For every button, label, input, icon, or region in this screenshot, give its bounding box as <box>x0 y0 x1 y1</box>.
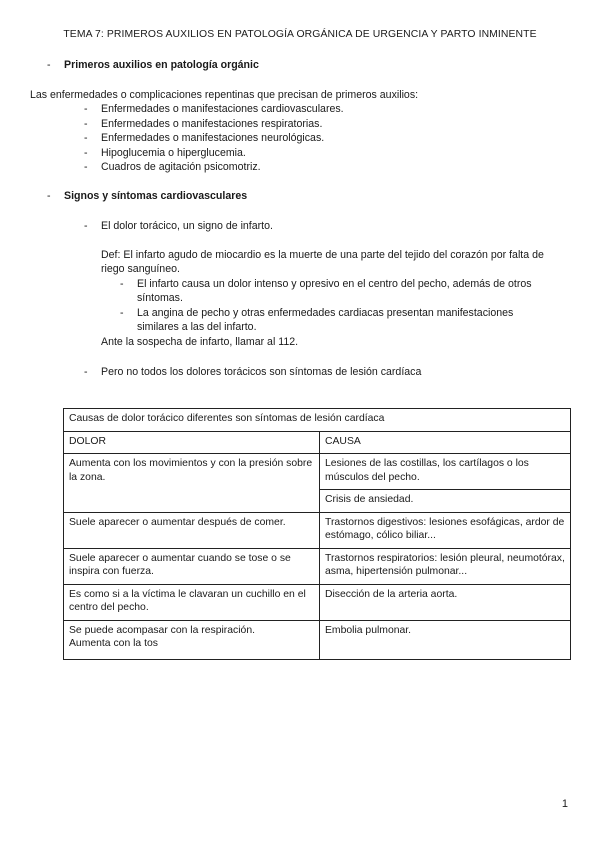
table-cell-causa: Embolia pulmonar. <box>320 620 571 659</box>
dash-bullet: - <box>84 220 88 232</box>
list-item-text: Enfermedades o manifestaciones respiratorias. <box>101 118 323 130</box>
table-cell-dolor: Es como si a la víctima le clavaran un cuchillo en el centro del pecho. <box>64 584 320 620</box>
table-row <box>64 584 571 620</box>
dash-bullet: - <box>84 366 88 378</box>
sub-list-item-text: La angina de pecho y otras enfermedades cardiacas presentan manifestaciones <box>137 307 514 319</box>
table-cell-dolor-line: Se puede acompasar con la respiración. <box>69 624 255 636</box>
table-cell-dolor-line: Aumenta con la tos <box>69 638 158 649</box>
dash-bullet: - <box>84 132 88 144</box>
sub-list-item-text: El infarto causa un dolor intenso y opresivo en el centro del pecho, además de otros <box>137 278 532 290</box>
table-row <box>64 548 571 584</box>
column-header-causa: CAUSA <box>320 431 571 454</box>
section2-heading: Signos y síntomas cardiovasculares <box>64 190 248 202</box>
list-item-text: Hipoglucemia o hiperglucemia. <box>101 147 246 159</box>
table-cell-causa: Disección de la arteria aorta. <box>320 584 571 620</box>
table-cell-causa: Crisis de ansiedad. <box>320 490 571 513</box>
dash-bullet: - <box>84 103 88 115</box>
call-112-text: Ante la sospecha de infarto, llamar al 112. <box>101 336 299 348</box>
list-item-text: El dolor torácico, un signo de infarto. <box>101 220 273 232</box>
section1-intro: Las enfermedades o complicaciones repentinas que precisan de primeros auxilios: <box>30 89 419 101</box>
definition-line: riego sanguíneo. <box>101 263 180 275</box>
table-row <box>64 454 571 490</box>
page-title: TEMA 7: PRIMEROS AUXILIOS EN PATOLOGÍA ORGÁNICA DE URGENCIA Y PARTO INMINENTE <box>63 29 537 40</box>
dash-bullet: - <box>84 118 88 130</box>
definition-line: Def: El infarto agudo de miocardio es la muerte de una parte del tejido del corazón por falta de <box>101 249 544 261</box>
table-row <box>64 620 571 659</box>
table-cell-dolor: Suele aparecer o aumentar cuando se tose o se inspira con fuerza. <box>64 548 320 584</box>
list-item-text: Enfermedades o manifestaciones cardiovasculares. <box>101 103 344 115</box>
table-cell-dolor <box>64 620 320 659</box>
section1-heading: Primeros auxilios en patología orgánic <box>64 59 259 71</box>
list-item-text: Cuadros de agitación psicomotriz. <box>101 161 261 173</box>
dash-bullet: - <box>84 147 88 159</box>
dash-bullet: - <box>47 190 51 202</box>
table-header-row <box>64 431 571 454</box>
table-cell-causa: Trastornos respiratorios: lesión pleural, neumotórax, asma, hipertensión pulmonar... <box>320 548 571 584</box>
dash-bullet: - <box>47 59 51 71</box>
table-cell-dolor: Suele aparecer o aumentar después de comer. <box>64 512 320 548</box>
table-cell-causa: Lesiones de las costillas, los cartílagos o los músculos del pecho. <box>320 454 571 490</box>
table-row <box>64 512 571 548</box>
page-number: 1 <box>561 798 568 810</box>
chest-pain-causes-table <box>63 408 571 660</box>
column-header-dolor: DOLOR <box>64 431 320 454</box>
dash-bullet: - <box>120 278 124 290</box>
table-cell-dolor: Aumenta con los movimientos y con la presión sobre la zona. <box>64 454 320 513</box>
sub-list-item-text: similares a las del infarto. <box>137 321 257 333</box>
list-item-text: Enfermedades o manifestaciones neurológicas. <box>101 132 325 144</box>
list-item-text: Pero no todos los dolores torácicos son síntomas de lesión cardíaca <box>101 366 422 378</box>
dash-bullet: - <box>120 307 124 319</box>
dash-bullet: - <box>84 161 88 173</box>
table-caption-row <box>64 409 571 432</box>
sub-list-item-text: síntomas. <box>137 292 183 304</box>
table-cell-causa: Trastornos digestivos: lesiones esofágicas, ardor de estómago, cólico biliar... <box>320 512 571 548</box>
table-caption: Causas de dolor torácico diferentes son síntomas de lesión cardíaca <box>64 409 571 432</box>
